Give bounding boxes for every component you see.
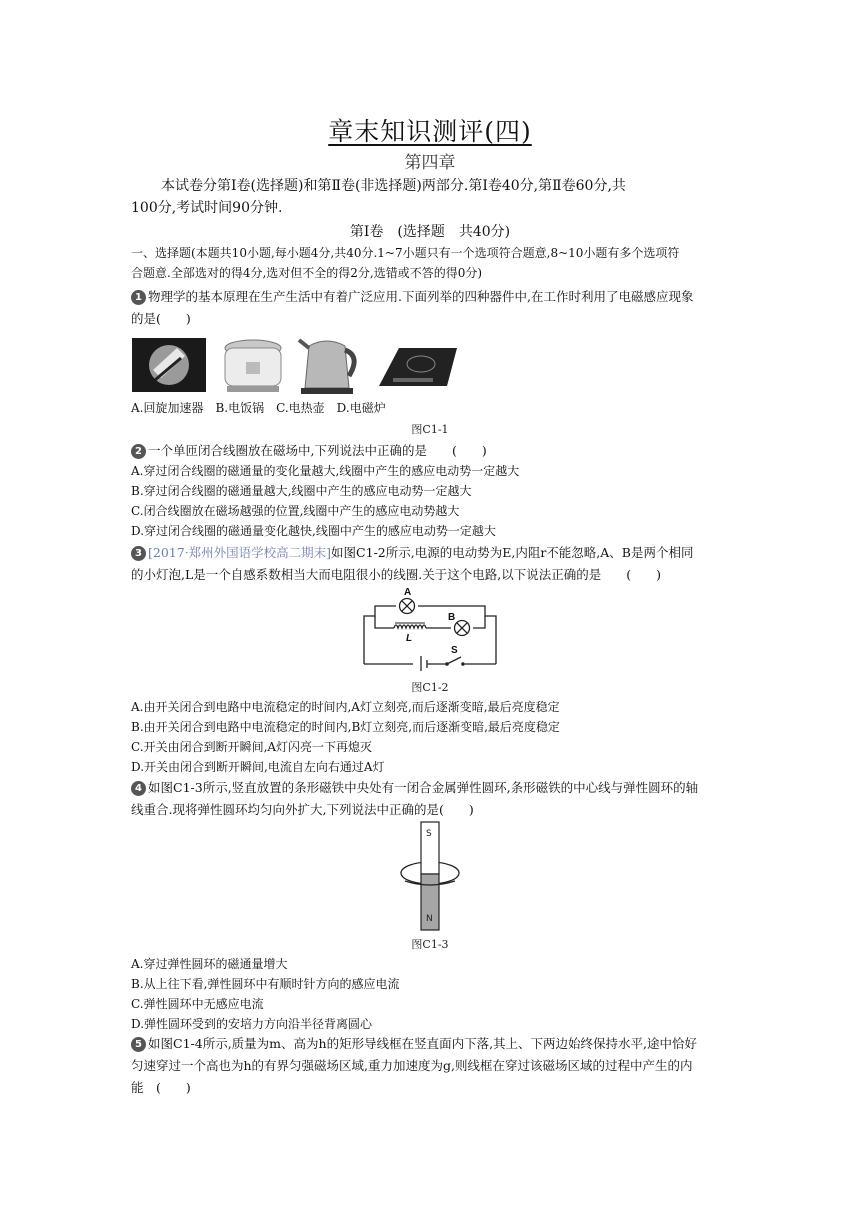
question-2-option-b: B.穿过闭合线圈的磁通量越大,线圈中产生的感应电动势一定越大: [131, 484, 472, 498]
question-number-badge: 2: [131, 444, 146, 459]
part1-heading: 第Ⅰ卷 (选择题 共40分): [349, 224, 511, 240]
question-4-option-d: D.弹性圆环受到的安培力方向沿半径背离圆心: [131, 1017, 373, 1031]
intro-text: 本试卷分第Ⅰ卷(选择题)和第Ⅱ卷(非选择题)两部分.第Ⅰ卷40分,第Ⅱ卷60分,共 100分,考试时间90分钟.: [131, 178, 626, 216]
magnet-n-label: N: [426, 914, 433, 924]
question-5-stem: 5 如图C1-4所示,质量为m、高为h的矩形导线框在竖直面内下落,其上、下两边始终保持水平,途中恰好 匀速穿过一个高也为h的有界匀强磁场区域,重力加速度为g,则线框在穿过该磁场区域的过程中产生的内 能 ( ): [131, 1036, 698, 1095]
section-instructions: 一、选择题(本题共10小题,每小题4分,共40分.1~7小题只有一个选项符合题意,8~10小题有多个选项符 合题意.全部选对的得4分,选对但不全的得2分,选错或不答的得0分): [131, 246, 680, 280]
figure-c1-3-magnet-ring: [395, 820, 465, 932]
question-3-option-d: D.开关由闭合到断开瞬间,电流自左向右通过A灯: [131, 760, 385, 774]
question-number-badge: 3: [131, 546, 146, 561]
magnet-s-label: S: [426, 829, 432, 839]
switch-s-label: S: [451, 645, 458, 656]
chapter-subtitle: 第四章: [404, 153, 456, 173]
question-source: [2017·郑州外国语学校高二期末]: [148, 545, 332, 560]
question-number-badge: 4: [131, 781, 146, 796]
electric-kettle-image: [299, 340, 354, 394]
question-number-badge: 5: [131, 1037, 146, 1052]
induction-cooker-image: [379, 348, 457, 386]
question-2-option-a: A.穿过闭合线圈的磁通量的变化量越大,线圈中产生的感应电动势一定越大: [131, 464, 520, 478]
cyclotron-image: [132, 338, 206, 392]
figure-caption: 图C1-3: [411, 938, 449, 951]
question-1-options: A.回旋加速器 B.电饭锅 C.电热壶 D.电磁炉: [131, 401, 386, 415]
question-3-option-c: C.开关由闭合到断开瞬间,A灯闪亮一下再熄灭: [131, 740, 373, 754]
question-3-stem: 3 [2017·郑州外国语学校高二期末]如图C1-2所示,电源的电动势为E,内阻r不能忽略,A、B是两个相同 的小灯泡,L是一个自感系数相当大而电阻很小的线圈.关于这个电路,以下说法正确的是 ( ): [131, 545, 694, 582]
figure-caption: 图C1-2: [411, 681, 449, 694]
question-3-option-b: B.由开关闭合到电路中电流稳定的时间内,B灯立刻亮,而后逐渐变暗,最后亮度稳定: [131, 720, 560, 734]
question-4-option-c: C.弹性圆环中无感应电流: [131, 997, 264, 1011]
figure-c1-1-devices: [131, 334, 461, 396]
question-number-badge: 1: [131, 290, 146, 305]
lamp-b-label: B: [448, 612, 456, 623]
figure-caption: 图C1-1: [411, 423, 449, 436]
rice-cooker-image: [225, 340, 281, 392]
question-4-option-b: B.从上往下看,弹性圆环中有顺时针方向的感应电流: [131, 977, 400, 991]
question-1-stem: 1 物理学的基本原理在生产生活中有着广泛应用.下面列举的四种器件中,在工作时利用了电磁感应现象 的是( ): [131, 289, 694, 326]
question-2-option-d: D.穿过闭合线圈的磁通量变化越快,线圈中产生的感应电动势一定越大: [131, 524, 496, 538]
figure-c1-2-circuit: [355, 583, 505, 671]
question-4-stem: 4 如图C1-3所示,竖直放置的条形磁铁中央处有一闭合金属弹性圆环,条形磁铁的中心线与弹性圆环的轴 线重合.现将弹性圆环均匀向外扩大,下列说法中正确的是( ): [131, 780, 699, 817]
question-2-option-c: C.闭合线圈放在磁场越强的位置,线圈中产生的感应电动势越大: [131, 504, 460, 518]
lamp-a-label: A: [404, 587, 412, 598]
question-4-option-a: A.穿过弹性圆环的磁通量增大: [131, 957, 288, 971]
inductor-l-label: L: [406, 633, 413, 644]
question-2-stem: 2 一个单匝闭合线圈放在磁场中,下列说法中正确的是 ( ): [131, 440, 731, 462]
page-title: 章末知识测评(四): [328, 117, 532, 146]
question-3-option-a: A.由开关闭合到电路中电流稳定的时间内,A灯立刻亮,而后逐渐变暗,最后亮度稳定: [131, 700, 560, 714]
